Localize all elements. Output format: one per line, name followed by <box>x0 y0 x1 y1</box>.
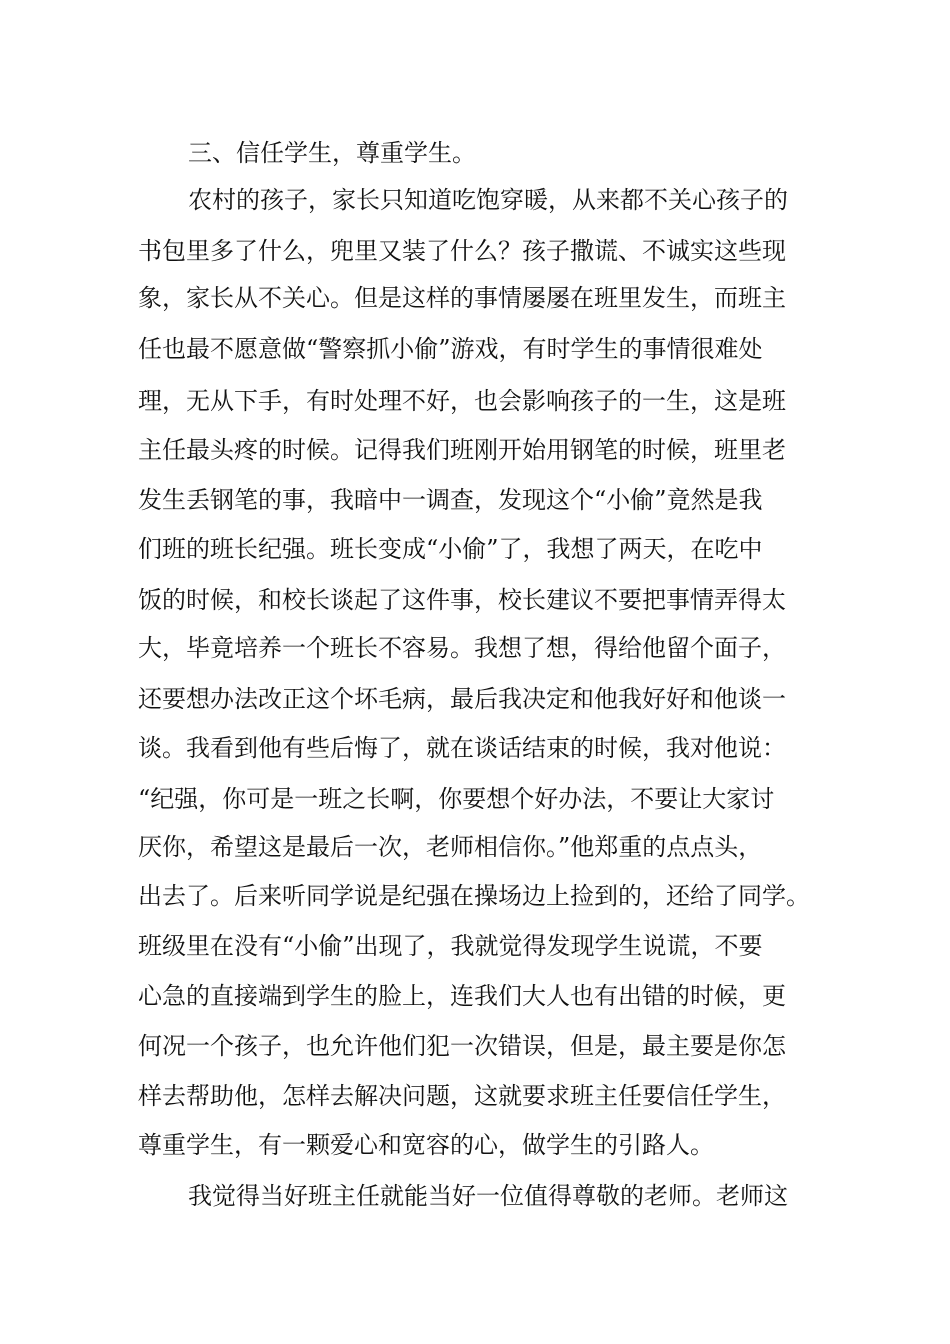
paragraph-1-line-13: “纪强，你可是一班之长啊，你要想个好办法，不要让大家讨 <box>138 785 775 813</box>
paragraph-1-line-11: 还要想办法改正这个坏毛病，最后我决定和他我好好和他谈一 <box>138 685 786 713</box>
paragraph-1-line-18: 何况一个孩子，也允许他们犯一次错误，但是，最主要是你怎 <box>138 1032 786 1060</box>
paragraph-1-line-16: 班级里在没有“小偷”出现了，我就觉得发现学生说谎，不要 <box>138 932 763 960</box>
paragraph-1-line-2: 书包里多了什么，兜里又装了什么？孩子撒谎、不诚实这些现 <box>138 237 786 265</box>
paragraph-2-line-1: 我觉得当好班主任就能当好一位值得尊敬的老师。老师这 <box>188 1182 788 1210</box>
paragraph-1-line-9: 饭的时候，和校长谈起了这件事，校长建议不要把事情弄得太 <box>138 586 786 614</box>
paragraph-1-line-1: 农村的孩子，家长只知道吃饱穿暖，从来都不关心孩子的 <box>188 186 788 214</box>
paragraph-1-line-6: 主任最头疼的时候。记得我们班刚开始用钢笔的时候，班里老 <box>138 436 786 464</box>
paragraph-1-line-20: 尊重学生，有一颗爱心和宽容的心，做学生的引路人。 <box>138 1131 714 1159</box>
paragraph-1-line-4: 任也最不愿意做“警察抓小偷”游戏，有时学生的事情很难处 <box>138 335 763 363</box>
paragraph-1-line-19: 样去帮助他，怎样去解决问题，这就要求班主任要信任学生， <box>138 1082 786 1110</box>
paragraph-1-line-5: 理，无从下手，有时处理不好，也会影响孩子的一生，这是班 <box>138 387 786 415</box>
section-heading: 三、信任学生，尊重学生。 <box>188 139 476 167</box>
paragraph-1-line-10: 大，毕竟培养一个班长不容易。我想了想，得给他留个面子， <box>138 634 786 662</box>
paragraph-1-line-7: 发生丢钢笔的事，我暗中一调查，发现这个“小偷”竟然是我 <box>138 486 763 514</box>
paragraph-1-line-17: 心急的直接端到学生的脸上，连我们大人也有出错的时候，更 <box>138 982 786 1010</box>
paragraph-1-line-12: 谈。我看到他有些后悔了，就在谈话结束的时候，我对他说： <box>138 734 786 762</box>
paragraph-1-line-3: 象，家长从不关心。但是这样的事情屡屡在班里发生，而班主 <box>138 284 786 312</box>
paragraph-1-line-8: 们班的班长纪强。班长变成“小偷”了，我想了两天，在吃中 <box>138 535 763 563</box>
paragraph-1-line-14: 厌你，希望这是最后一次，老师相信你。”他郑重的点点头， <box>138 833 763 861</box>
paragraph-1-line-15: 出去了。后来听同学说是纪强在操场边上捡到的，还给了同学。 <box>138 882 810 910</box>
